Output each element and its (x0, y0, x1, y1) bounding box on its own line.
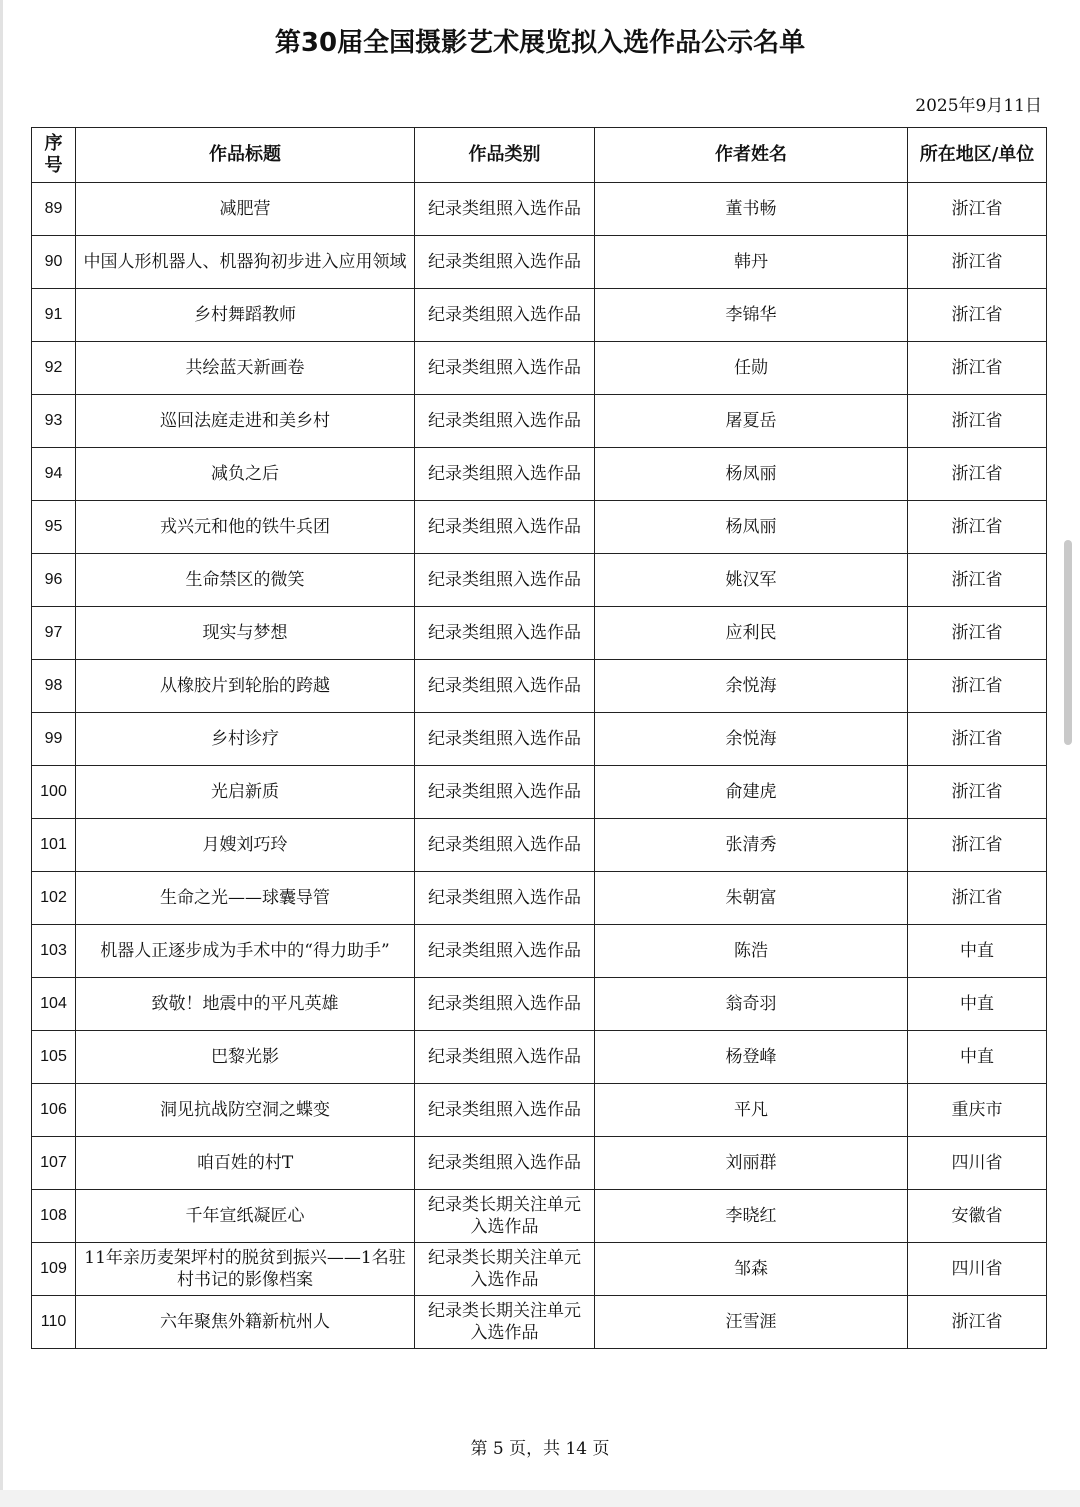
cell-title: 现实与梦想 (76, 607, 415, 660)
cell-region: 中直 (908, 925, 1047, 978)
cell-number: 91 (32, 289, 76, 342)
cell-title: 生命禁区的微笑 (76, 554, 415, 607)
cell-region: 浙江省 (908, 183, 1047, 236)
table-row (32, 183, 1047, 236)
cell-author: 俞建虎 (595, 766, 908, 819)
cell-region: 浙江省 (908, 501, 1047, 554)
cell-category: 纪录类组照入选作品 (415, 236, 595, 289)
cell-category: 纪录类长期关注单元入选作品 (415, 1296, 595, 1349)
cell-author: 张清秀 (595, 819, 908, 872)
table-row (32, 501, 1047, 554)
table-row (32, 607, 1047, 660)
cell-author: 汪雪涯 (595, 1296, 908, 1349)
cell-title: 11年亲历麦架坪村的脱贫到振兴——1名驻村书记的影像档案 (76, 1243, 415, 1296)
cell-number: 105 (32, 1031, 76, 1084)
table-row (32, 289, 1047, 342)
cell-number: 96 (32, 554, 76, 607)
cell-author: 邹森 (595, 1243, 908, 1296)
cell-author: 杨凤丽 (595, 501, 908, 554)
document-title: 第30届全国摄影艺术展览拟入选作品公示名单 (274, 28, 806, 58)
cell-author: 杨登峰 (595, 1031, 908, 1084)
table-row (32, 713, 1047, 766)
cell-title: 巡回法庭走进和美乡村 (76, 395, 415, 448)
cell-category: 纪录类组照入选作品 (415, 183, 595, 236)
table-row (32, 236, 1047, 289)
cell-author: 韩丹 (595, 236, 908, 289)
table-row (32, 819, 1047, 872)
cell-category: 纪录类长期关注单元入选作品 (415, 1190, 595, 1243)
cell-title: 巴黎光影 (76, 1031, 415, 1084)
cell-number: 98 (32, 660, 76, 713)
cell-title: 中国人形机器人、机器狗初步进入应用领域 (76, 236, 415, 289)
cell-category: 纪录类组照入选作品 (415, 448, 595, 501)
cell-title: 戎兴元和他的铁牛兵团 (76, 501, 415, 554)
table-row (32, 395, 1047, 448)
table-row (32, 1190, 1047, 1243)
cell-region: 浙江省 (908, 236, 1047, 289)
table-row (32, 766, 1047, 819)
table-row (32, 342, 1047, 395)
table-row (32, 1137, 1047, 1190)
cell-category: 纪录类组照入选作品 (415, 289, 595, 342)
cell-title: 减负之后 (76, 448, 415, 501)
cell-number: 108 (32, 1190, 76, 1243)
cell-author: 朱朝富 (595, 872, 908, 925)
cell-title: 六年聚焦外籍新杭州人 (76, 1296, 415, 1349)
cell-number: 109 (32, 1243, 76, 1296)
cell-region: 浙江省 (908, 554, 1047, 607)
cell-author: 姚汉军 (595, 554, 908, 607)
header-title: 作品标题 (76, 128, 415, 183)
cell-region: 浙江省 (908, 342, 1047, 395)
cell-number: 110 (32, 1296, 76, 1349)
cell-author: 翁奇羽 (595, 978, 908, 1031)
cell-category: 纪录类组照入选作品 (415, 925, 595, 978)
cell-category: 纪录类组照入选作品 (415, 395, 595, 448)
cell-number: 97 (32, 607, 76, 660)
cell-region: 浙江省 (908, 448, 1047, 501)
table-row (32, 978, 1047, 1031)
cell-title: 生命之光——球囊导管 (76, 872, 415, 925)
cell-title: 致敬！地震中的平凡英雄 (76, 978, 415, 1031)
document-date: 2025年9月11日 (915, 96, 1042, 116)
cell-number: 99 (32, 713, 76, 766)
cell-title: 乡村诊疗 (76, 713, 415, 766)
cell-category: 纪录类组照入选作品 (415, 501, 595, 554)
cell-number: 90 (32, 236, 76, 289)
cell-region: 浙江省 (908, 289, 1047, 342)
cell-author: 杨凤丽 (595, 448, 908, 501)
cell-author: 任勋 (595, 342, 908, 395)
cell-title: 月嫂刘巧玲 (76, 819, 415, 872)
cell-category: 纪录类组照入选作品 (415, 819, 595, 872)
cell-category: 纪录类组照入选作品 (415, 978, 595, 1031)
table-row (32, 554, 1047, 607)
cell-number: 92 (32, 342, 76, 395)
table-header-row (32, 128, 1047, 183)
cell-title: 乡村舞蹈教师 (76, 289, 415, 342)
cell-category: 纪录类组照入选作品 (415, 554, 595, 607)
cell-region: 浙江省 (908, 872, 1047, 925)
cell-category: 纪录类组照入选作品 (415, 766, 595, 819)
cell-category: 纪录类组照入选作品 (415, 1137, 595, 1190)
cell-region: 浙江省 (908, 1296, 1047, 1349)
cell-author: 刘丽群 (595, 1137, 908, 1190)
table-row (32, 660, 1047, 713)
cell-region: 浙江省 (908, 660, 1047, 713)
cell-author: 屠夏岳 (595, 395, 908, 448)
cell-title: 洞见抗战防空洞之蝶变 (76, 1084, 415, 1137)
cell-region: 浙江省 (908, 713, 1047, 766)
cell-author: 陈浩 (595, 925, 908, 978)
cell-title: 千年宣纸凝匠心 (76, 1190, 415, 1243)
cell-region: 浙江省 (908, 607, 1047, 660)
header-number: 序号 (32, 128, 76, 183)
cell-region: 四川省 (908, 1243, 1047, 1296)
cell-title: 咱百姓的村T (76, 1137, 415, 1190)
table-row (32, 1243, 1047, 1296)
cell-category: 纪录类长期关注单元入选作品 (415, 1243, 595, 1296)
cell-region: 四川省 (908, 1137, 1047, 1190)
table-body (32, 183, 1047, 1349)
table-row (32, 1084, 1047, 1137)
table-row (32, 1031, 1047, 1084)
cell-number: 104 (32, 978, 76, 1031)
cell-region: 浙江省 (908, 395, 1047, 448)
entries-table (31, 127, 1047, 1349)
cell-author: 李锦华 (595, 289, 908, 342)
cell-number: 102 (32, 872, 76, 925)
header-category: 作品类别 (415, 128, 595, 183)
table-row (32, 1296, 1047, 1349)
cell-title: 光启新质 (76, 766, 415, 819)
cell-title: 减肥营 (76, 183, 415, 236)
cell-region: 安徽省 (908, 1190, 1047, 1243)
cell-title: 从橡胶片到轮胎的跨越 (76, 660, 415, 713)
cell-number: 94 (32, 448, 76, 501)
cell-number: 93 (32, 395, 76, 448)
cell-author: 余悦海 (595, 713, 908, 766)
cell-author: 应利民 (595, 607, 908, 660)
page-edge-shadow (0, 0, 3, 1507)
cell-number: 103 (32, 925, 76, 978)
cell-region: 浙江省 (908, 819, 1047, 872)
cell-number: 89 (32, 183, 76, 236)
cell-author: 董书畅 (595, 183, 908, 236)
page-footer: 第 5 页，共 14 页 (470, 1439, 610, 1459)
cell-number: 95 (32, 501, 76, 554)
header-author: 作者姓名 (595, 128, 908, 183)
cell-category: 纪录类组照入选作品 (415, 872, 595, 925)
cell-region: 浙江省 (908, 766, 1047, 819)
cell-number: 101 (32, 819, 76, 872)
scrollbar-thumb[interactable] (1064, 540, 1072, 745)
table-row (32, 872, 1047, 925)
cell-number: 106 (32, 1084, 76, 1137)
cell-title: 机器人正逐步成为手术中的“得力助手” (76, 925, 415, 978)
cell-category: 纪录类组照入选作品 (415, 1084, 595, 1137)
table-row (32, 448, 1047, 501)
cell-category: 纪录类组照入选作品 (415, 713, 595, 766)
cell-category: 纪录类组照入选作品 (415, 660, 595, 713)
cell-region: 中直 (908, 978, 1047, 1031)
viewer-bottom-bar (0, 1490, 1080, 1507)
cell-title: 共绘蓝天新画卷 (76, 342, 415, 395)
cell-author: 余悦海 (595, 660, 908, 713)
header-region: 所在地区/单位 (908, 128, 1047, 183)
cell-region: 中直 (908, 1031, 1047, 1084)
cell-category: 纪录类组照入选作品 (415, 607, 595, 660)
cell-region: 重庆市 (908, 1084, 1047, 1137)
cell-number: 107 (32, 1137, 76, 1190)
cell-author: 李晓红 (595, 1190, 908, 1243)
table-row (32, 925, 1047, 978)
cell-category: 纪录类组照入选作品 (415, 1031, 595, 1084)
cell-author: 平凡 (595, 1084, 908, 1137)
cell-number: 100 (32, 766, 76, 819)
cell-category: 纪录类组照入选作品 (415, 342, 595, 395)
